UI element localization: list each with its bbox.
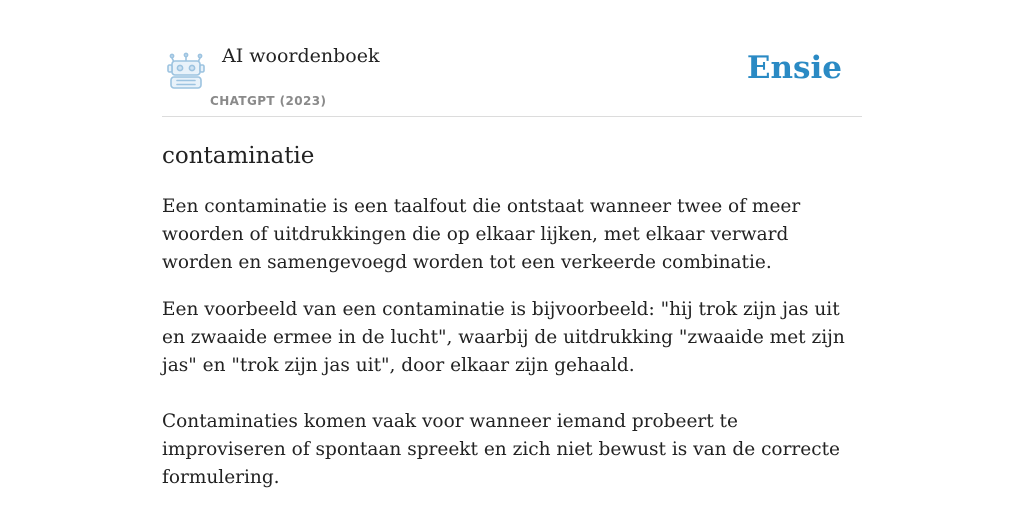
definition-paragraph: Contaminaties komen vaak voor wanneer iemand probeert te improviseren of spontaan spreekt en zich niet bewust is van de correcte formulering. [162,411,840,488]
entry-definition [162,193,862,492]
source-title: AI woordenboek [222,45,380,67]
entry-term: contaminatie [162,143,315,169]
robot-icon [166,52,206,90]
entry-header [162,0,862,117]
source-subtitle: CHATGPT (2023) [210,94,327,108]
page-container [162,0,862,492]
definition-paragraph: Een voorbeeld van een contaminatie is bijvoorbeeld: "hij trok zijn jas uit en zwaaide ermee in de lucht", waarbij de uitdrukking "zwaaide met zijn jas" en "trok zijn jas uit", door elkaar zijn gehaald. [162,299,845,376]
definition-paragraph: Een contaminatie is een taalfout die ontstaat wanneer twee of meer woorden of uitdrukkingen die op elkaar lijken, met elkaar verward worden en samengevoegd worden tot een verkeerde combinatie. [162,196,801,273]
brand-logo-link[interactable]: Ensie [746,50,842,86]
